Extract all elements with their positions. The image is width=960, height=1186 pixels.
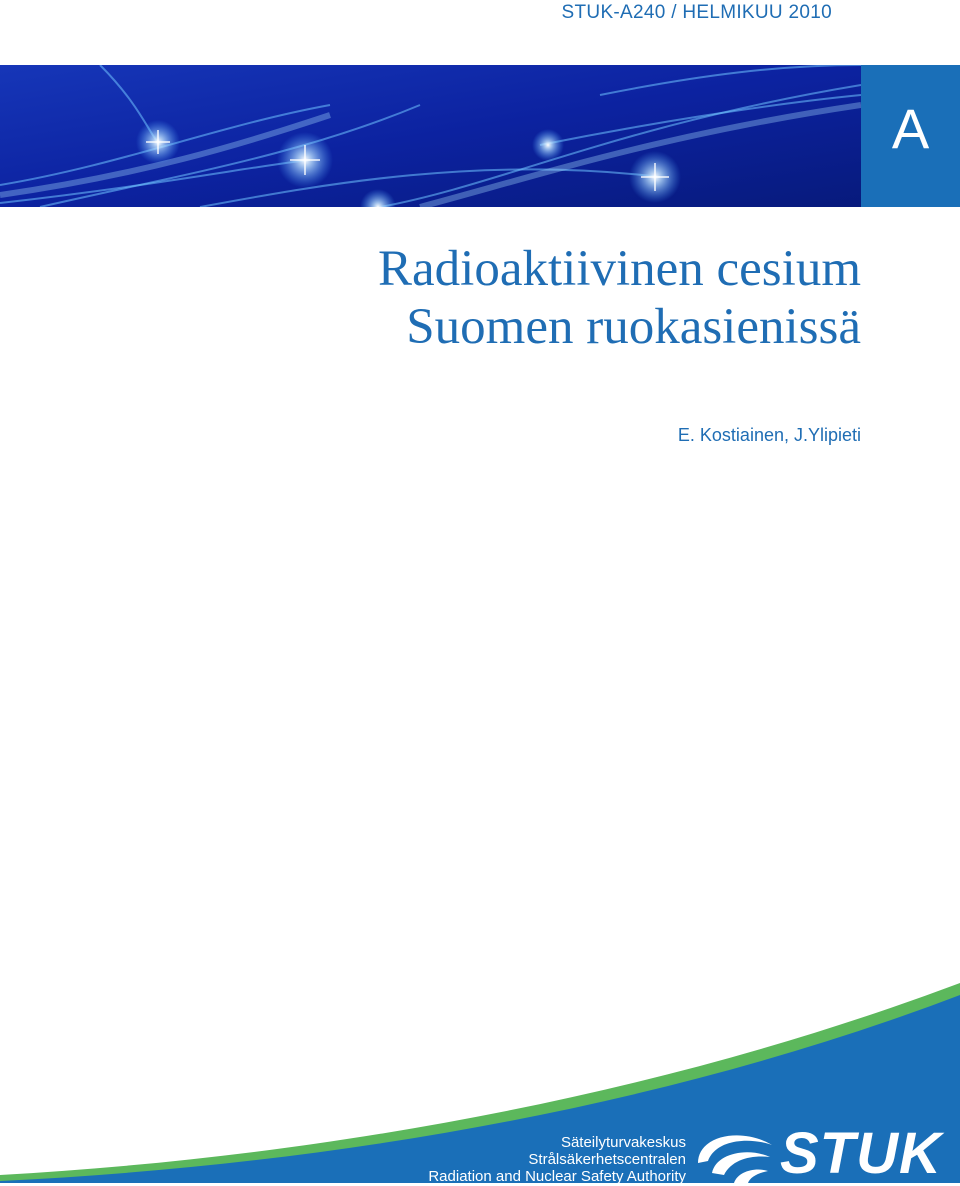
cover-banner-image bbox=[0, 65, 861, 207]
title-line-1: Radioaktiivinen cesium bbox=[378, 241, 861, 297]
org-name-fi: Säteilyturvakeskus bbox=[560, 1134, 686, 1151]
stuk-logo-text: STUK bbox=[780, 1121, 942, 1186]
series-letter: A bbox=[891, 97, 930, 160]
stuk-logo bbox=[694, 1121, 942, 1186]
stuk-logo-emblem-icon bbox=[694, 1123, 780, 1183]
footer-band bbox=[0, 983, 960, 1186]
organization-names bbox=[428, 1134, 686, 1185]
org-name-en: Radiation and Nuclear Safety Authority bbox=[428, 1168, 686, 1185]
authors: E. Kostiainen, J.Ylipieti bbox=[677, 425, 861, 445]
series-badge bbox=[861, 65, 960, 207]
org-name-sv: Strålsäkerhetscentralen bbox=[528, 1151, 686, 1168]
series-header: STUK-A240 / HELMIKUU 2010 bbox=[561, 2, 832, 23]
document-title bbox=[378, 240, 861, 356]
title-line-2: Suomen ruokasienissä bbox=[406, 299, 861, 355]
